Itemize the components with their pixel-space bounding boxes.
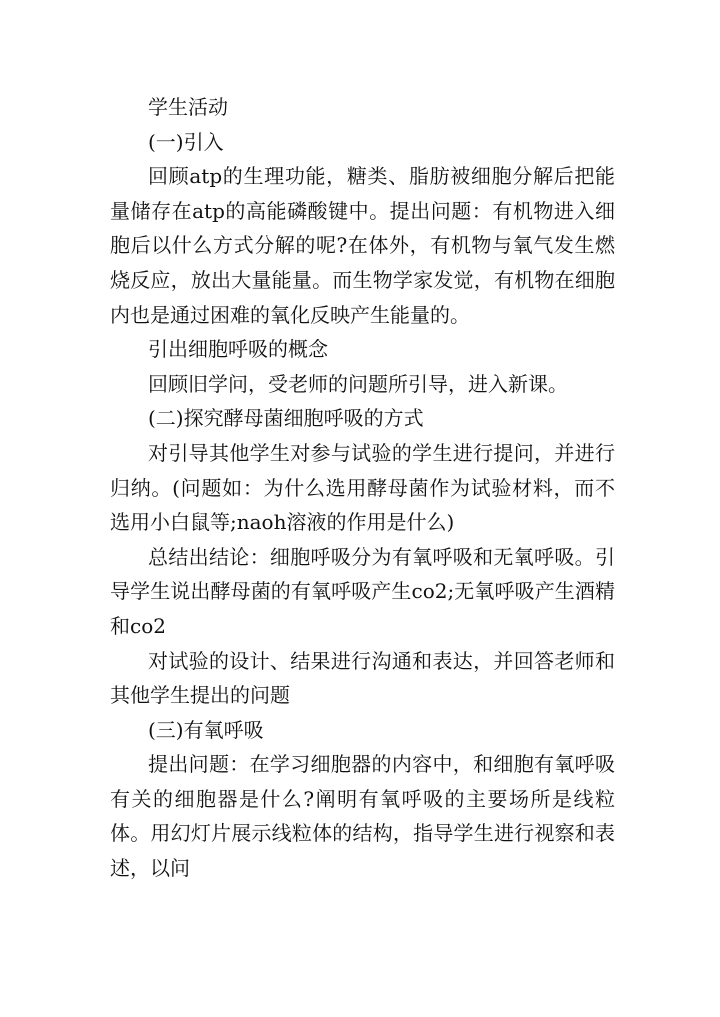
document-body [110,90,615,886]
section-title: 学生活动 [148,95,228,119]
paragraph-communication: 对试验的设计、结果进行沟通和表达，并回答老师和其他学生提出的问题 [110,648,615,708]
section-heading-aerobic: (三)有氧呼吸 [148,717,264,742]
section-heading-concept: 引出细胞呼吸的概念 [148,337,328,362]
section-heading-yeast: (二)探究酵母菌细胞呼吸的方式 [148,406,424,431]
paragraph-conclusion: 总结出结论：细胞呼吸分为有氧呼吸和无氧呼吸。引导学生说出酵母菌的有氧呼吸产生co2;无氧呼吸产生酒精和co2 [110,544,615,638]
section-heading-intro: (一)引入 [148,129,224,154]
paragraph-questions: 对引导其他学生对参与试验的学生进行提问，并进行归纳。(问题如：为什么选用酵母菌作为试验材料，而不选用小白鼠等;naoh溶液的作用是什么) [110,440,615,535]
paragraph-review-knowledge: 回顾旧学问，受老师的问题所引导，进入新课。 [148,371,568,396]
paragraph-review-atp: 回顾atp的生理功能，糖类、脂肪被细胞分解后把能量储存在atp的高能磷酸键中。提出问题：有机物进入细胞后以什么方式分解的呢?在体外，有机物与氧气发生燃烧反应，放出大量能量。而生物学家发觉，有机物在细胞内也是通过困难的氧化反映产生能量的。 [110,164,615,327]
paragraph-mitochondria: 提出问题：在学习细胞器的内容中，和细胞有氧呼吸有关的细胞器是什么?阐明有氧呼吸的主要场所是线粒体。用幻灯片展示线粒体的结构，指导学生进行视察和表述，以问 [110,752,615,881]
